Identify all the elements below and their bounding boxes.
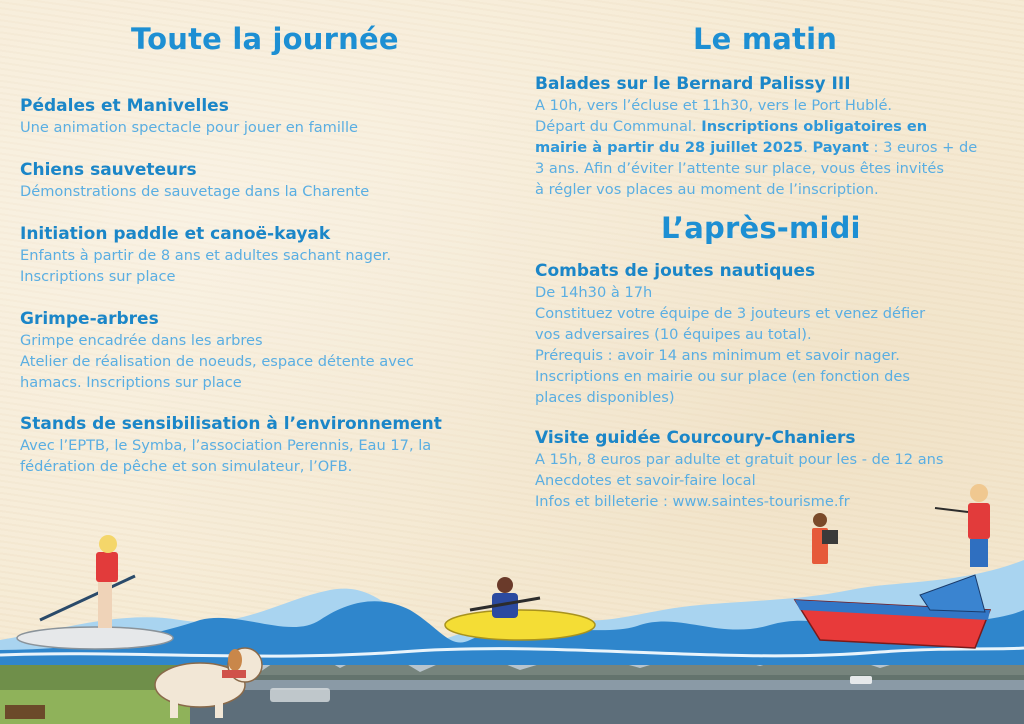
activity-line: à régler vos places au moment de l’inscription. [535,181,879,198]
activity-line [535,137,1005,158]
activity-line: Anecdotes et savoir-faire local [535,472,756,489]
activity-title: Visite guidée Courcoury-Chaniers [535,428,856,448]
activity-title: Initiation paddle et canoë-kayak [20,224,331,244]
activity-line: A 10h, vers l’écluse et 11h30, vers le Port Hublé. [535,97,893,114]
bold-text: Inscriptions obligatoires en [701,118,928,135]
activity-line: Atelier de réalisation de noeuds, espace détente avec [20,353,414,370]
activity-line: A 15h, 8 euros par adulte et gratuit pour les - de 12 ans [535,451,944,468]
activity-line: Une animation spectacle pour jouer en famille [20,119,359,136]
activity-line: Inscriptions sur place [20,268,176,285]
activity-line: Inscriptions en mairie ou sur place (en fonction des [535,368,910,385]
activity-line: places disponibles) [535,389,675,406]
activity-title: Chiens sauveteurs [20,160,197,180]
heading-afternoon: L’après-midi [661,211,861,245]
text-span: : 3 euros + de [868,139,978,156]
activity-grimpe [20,308,414,393]
activity-title: Combats de joutes nautiques [535,261,816,281]
activity-balades [535,73,1005,200]
activity-paddle [20,223,391,287]
activity-line [535,116,1005,137]
activity-chiens [20,159,369,202]
activity-line: vos adversaires (10 équipes au total). [535,326,812,343]
activity-title: Stands de sensibilisation à l’environnement [20,414,442,434]
activity-stands [20,413,442,477]
activity-line: Infos et billeterie : www.saintes-tourisme.fr [535,493,850,510]
activity-line: 3 ans. Afin d’éviter l’attente sur place, vous êtes invités [535,160,944,177]
activity-visite [535,427,1005,512]
activity-line: Enfants à partir de 8 ans et adultes sachant nager. [20,247,392,264]
activity-joutes [535,260,1005,408]
activity-title: Balades sur le Bernard Palissy III [535,74,851,94]
activity-line: Prérequis : avoir 14 ans minimum et savoir nager. [535,347,900,364]
activity-line: De 14h30 à 17h [535,284,653,301]
activity-title: Grimpe-arbres [20,309,159,329]
activity-title: Pédales et Manivelles [20,96,229,116]
activity-line: Avec l’EPTB, le Symba, l’association Perennis, Eau 17, la [20,437,432,454]
text-span: . [803,139,813,156]
activity-pedales [20,95,358,138]
heading-morning: Le matin [693,22,838,56]
text-span: Départ du Communal. [535,118,702,135]
activity-line: fédération de pêche et son simulateur, l’OFB. [20,458,353,475]
activity-line: hamacs. Inscriptions sur place [20,374,242,391]
bold-text: mairie à partir du 28 juillet 2025 [535,139,804,156]
heading-all-day: Toute la journée [131,22,399,56]
activity-line: Grimpe encadrée dans les arbres [20,332,263,349]
activity-line: Démonstrations de sauvetage dans la Charente [20,183,370,200]
bold-text: Payant [812,139,869,156]
activity-line: Constituez votre équipe de 3 jouteurs et venez défier [535,305,926,322]
